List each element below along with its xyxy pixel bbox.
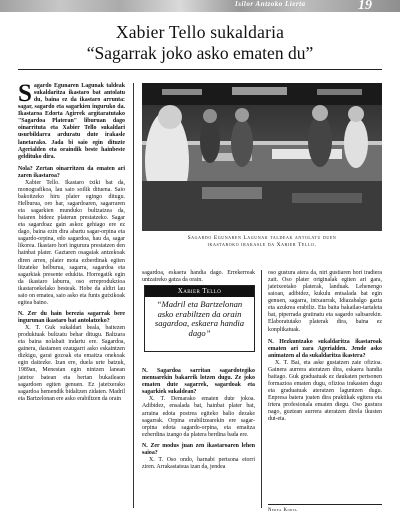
- footer-rule: [268, 504, 382, 505]
- question-4: N. Zer modus juan zen ikastaroaren lehen saioa?: [142, 442, 255, 456]
- question-5: N. Hezkuntzako sukaldaritza ikastaroak ematen ari zara Agerialden. Jende asko animatzen al da sukaldaritza ikastera?: [268, 338, 382, 359]
- title-rule: [18, 69, 382, 70]
- column-right: [268, 270, 382, 423]
- question-2: N. Zer du hain berezia sagarrak bere ingurunan ikastaro bat antolatzeko?: [18, 310, 125, 324]
- article-subtitle-quote: “Sagarrak joko asko ematen du”: [86, 43, 314, 63]
- page-number: 19: [358, 0, 372, 13]
- author-credit: Nerea Korta: [268, 508, 298, 513]
- pull-quote-text: “Madril eta Bartzelonan asko erabiltzen da orain sagardoa, eskaera handia dago”: [154, 299, 245, 338]
- answer-5: X. T. Bai, eta aske gustatzen zaie ofizioa. Gainera aurrera ateratzen dira, eskaera handia baitago. Guk graduatuak ez daukaten pertsonen formazioa ematen dugu, ofizioa irakasten dugu eta graduatuak ateratzen laguntzen dugu. Enpresa batera joaten dira praktikak egitera eta irtera profesionala ematen diegu. Oso gustura nago, guztean aurrera ateratzen direla ikusten dut-eta.: [268, 359, 382, 423]
- article-photo: [142, 83, 382, 231]
- answer-1: Xabier Tello. Ikastaro txiki bat da, monografikoa, lau saio soilik dituena. Saio bakoitzeko hiru plater egingo ditugu. Helburua, oro har, sagardoaren, sagarraren eta sagarkien munduko bultzatzea da, baiaren bideez plateran prestatzeko. Sagar eta sagardoaz gain askoz gehiago ere ez dago, baina ezin dira abartu sagar-orpina eta sagardo-orpina, edo sagardoa, hau da, sagar likorea. Ikastaro hori ingurura prestatzen den hainbat plater. Gaztaren osagaiak antzekoak diren arren, plater mota ezberdinak egiten litzateke helburua, sagarra, sagardoa eta sagarkiak presente edukita. Horregatik egin da ikastaro laburra, oso erreprodukzioa ikastaroekelako besteak. Hobe da aldiri lau saio on ematea, saio asko eta funts gutxikoak egitea baino.: [18, 179, 125, 306]
- kitchen-class-photo: [142, 83, 382, 231]
- continued-text-right: oso gustura atera da, niri gustiaren hori iradiera zait. Oso plater originalak egiten ari gara, jatetxeetako platerak, landuak. Lehenengo saioan, adibidez, kukulu entsalada bat egin genuen, sagarra, intxaurrak, Idiazabalgo gazta eta azukrea erabiliz. Eta baita bakailao-tartaleta bat, piperrada gratinatu eta sagardo saltsarekin. Elaboratutako platerak dira, baina ez konplikatuak.: [268, 270, 382, 333]
- column-divider-2: [261, 270, 262, 508]
- column-left: [18, 80, 125, 403]
- article-title: Xabier Tello sukaldaria: [115, 22, 285, 42]
- photo-caption: Sagardo Egunaren Lagunak taldeak antolatu duen ikastaroko irakasle da Xabier Tello.: [187, 235, 337, 248]
- question-3: N. Sagardoa sarritan sagardotegiko menuarekin bakarrik lotzen dugu. Ze joko ematen dute sagarrek, sagardoak eta sagarkiek sukaldean?: [142, 368, 255, 396]
- pull-quote-box: [144, 285, 255, 352]
- answer-2: X. T. Guk sukaldari beala, baitezen produktuak bultzatu behar ditugu. Baltzara eta baina nolabait indartu ere. Sagardoa, gainera, dastamen ezaugarri asko eskaintzen dizkigu, garai gozoak eta emaitza onekoak egin daitezke. Izan ere, duela urte batzuk, 1989an, Menestan egin nintzen lanean jatetxe batean eta bertan bukaileaon sagardoen egiten genuen. Ez jatetxerako sagardoa hemendik bidaltzen zidaten. Madril eta Bartzelonan ere asko erabiltzen da orain: [18, 325, 125, 402]
- answer-4: X. T. Oso ondo, harnabi pertsona etorri ziren. Arrakastatsua izan da, jendea: [142, 456, 255, 470]
- answer-3: X. T. Demarako ematen dute jokoa. Adibidez, ensalada bat, hainbat plater bat, arraina edota postrea egiteko balio dezake sagarrak. Orpina erabiltzearekin ere sagar-orpina edota sagardo-orpina, eta emaitza ezberdina izango da platera berdina bada ere.: [142, 396, 255, 438]
- intro-paragraph: Sagardo Egunaren Lagunak taldeak sukaldaritza ikastaro bat antolatu du, baina ez da ikastaro arrunta: sagar, sagardo eta sagarkien inguruko da. Ikastaroa Edorta Agirrek argitaratutako "Sagardoa Plateran" liburuan dago oinarrituta eta Xabier Tello sukaldari usurbildarra arduratu dute irakasle lanetarako. Jada bi saio egin dituzte Agerialden eta oraindik beste hainbeste geldituko dira.: [18, 80, 125, 160]
- column-divider-1: [133, 83, 134, 508]
- question-1: Nola? Zertan oinarritzen da ematen ari zaren ikastaroa?: [18, 165, 125, 179]
- running-title: Isilor Antzoko Lierta: [235, 0, 306, 8]
- continued-text: sagardoa, eskaera handia dago. Errekerreak untzaireko gatza da orain.: [142, 270, 255, 284]
- pull-quote-name: Xabier Tello: [145, 286, 254, 297]
- header-banner-photo: [0, 0, 400, 12]
- drop-cap: S: [18, 80, 32, 107]
